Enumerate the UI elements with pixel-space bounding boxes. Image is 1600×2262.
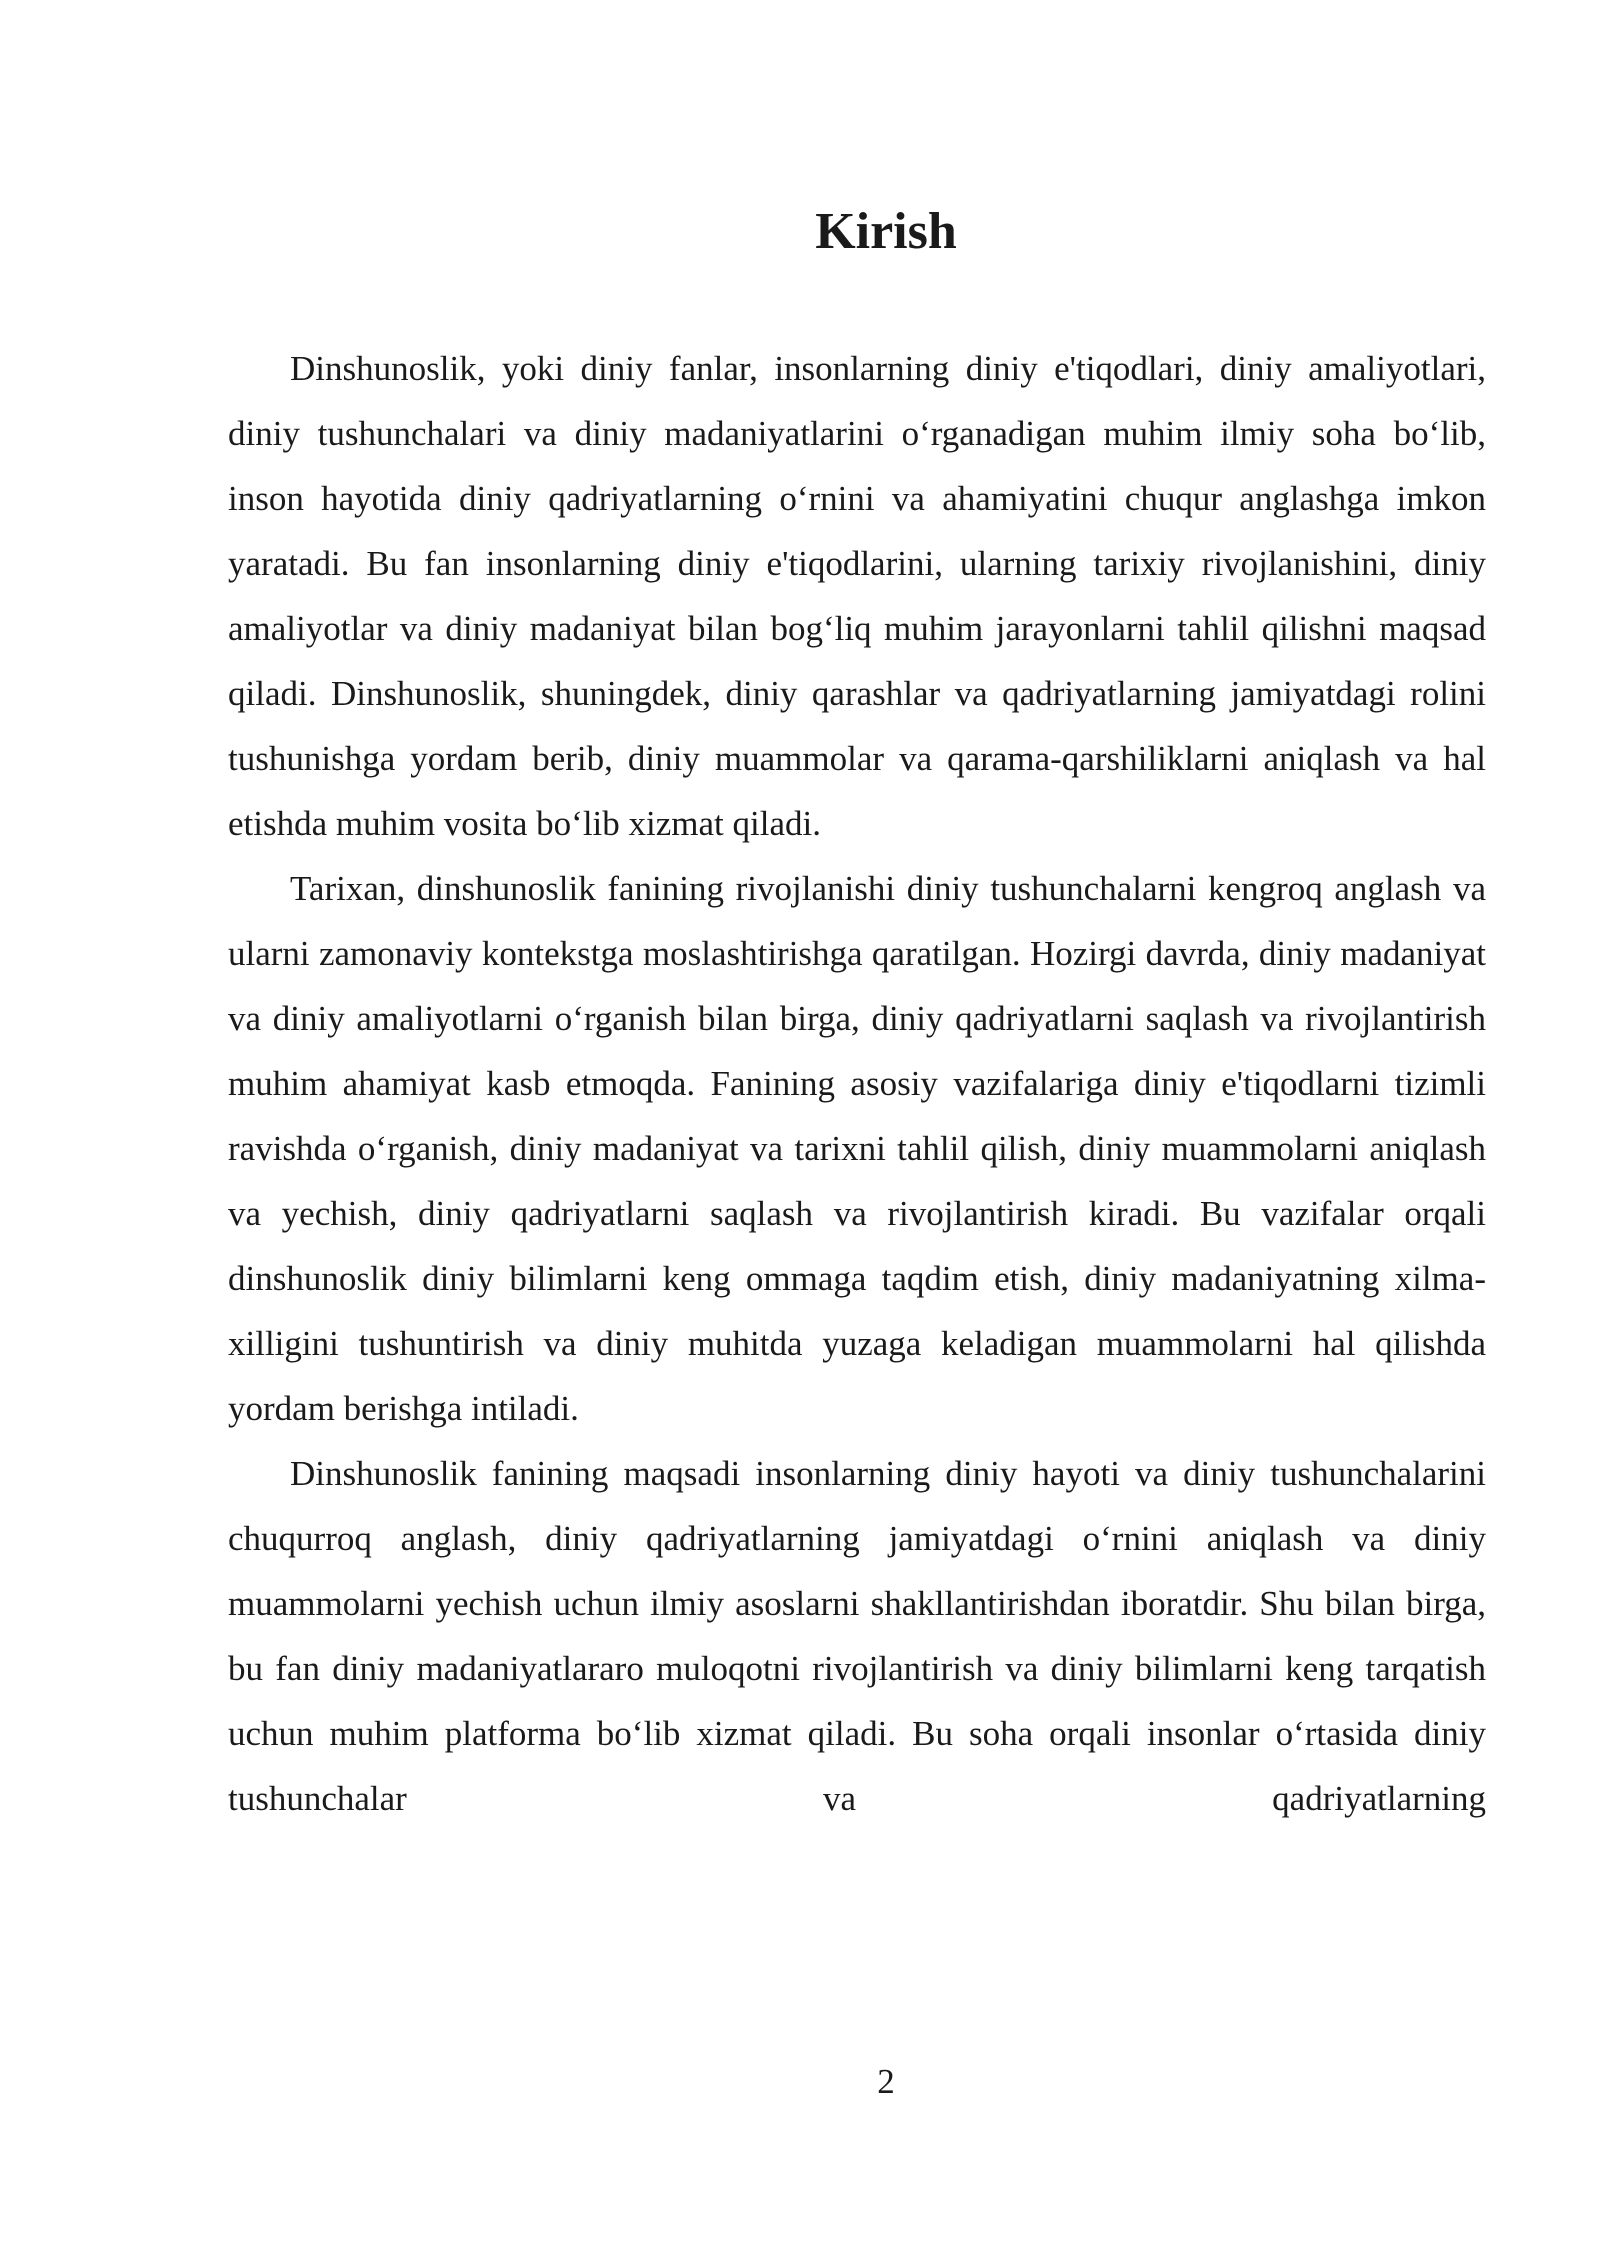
paragraph-1: Dinshunoslik, yoki diniy fanlar, insonlarning diniy e'tiqodlari, diniy amaliyotlari, diniy tushunchalari va diniy madaniyatlarini o‘rganadigan muhim ilmiy soha bo‘lib, inson hayotida diniy qadriyatlarning o‘rnini va ahamiyatini chuqur anglashga imkon yaratadi. Bu fan insonlarning diniy e'tiqodlarini, ularning tarixiy rivojlanishini, diniy amaliyotlar va diniy madaniyat bilan bog‘liq muhim jarayonlarni tahlil qilishni maqsad qiladi. Dinshunoslik, shuningdek, diniy qarashlar va qadriyatlarning jamiyatdagi rolini tushunishga yordam berib, diniy muammolar va qarama-qarshiliklarni aniqlash va hal etishda muhim vosita bo‘lib xizmat qiladi. (228, 349, 1486, 843)
body-text (228, 336, 1486, 1831)
page-number: 2 (877, 2062, 895, 2101)
paragraph-2: Tarixan, dinshunoslik fanining rivojlanishi diniy tushunchalarni kengroq anglash va ularni zamonaviy kontekstga moslashtirishga qaratilgan. Hozirgi davrda, diniy madaniyat va diniy amaliyotlarni o‘rganish bilan birga, diniy qadriyatlarni saqlash va rivojlantirish muhim ahamiyat kasb etmoqda. Fanining asosiy vazifalariga diniy e'tiqodlarni tizimli ravishda o‘rganish, diniy madaniyat va tarixni tahlil qilish, diniy muammolarni aniqlash va yechish, diniy qadriyatlarni saqlash va rivojlantirish kiradi. Bu vazifalar orqali dinshunoslik diniy bilimlarni keng ommaga taqdim etish, diniy madaniyatning xilma-xilligini tushuntirish va diniy muhitda yuzaga keladigan muammolarni hal qilishda yordam berishga intiladi. (228, 869, 1486, 1428)
page-title: Kirish (815, 203, 957, 260)
paragraph-3: Dinshunoslik fanining maqsadi insonlarning diniy hayoti va diniy tushunchalarini chuqurroq anglash, diniy qadriyatlarning jamiyatdagi o‘rnini aniqlash va diniy muammolarni yechish uchun ilmiy asoslarni shakllantirishdan iboratdir. Shu bilan birga, bu fan diniy madaniyatlararo muloqotni rivojlantirish va diniy bilimlarni keng tarqatish uchun muhim platforma bo‘lib xizmat qiladi. Bu soha orqali insonlar o‘rtasida diniy tushunchalar va qadriyatlarning (228, 1454, 1486, 1818)
